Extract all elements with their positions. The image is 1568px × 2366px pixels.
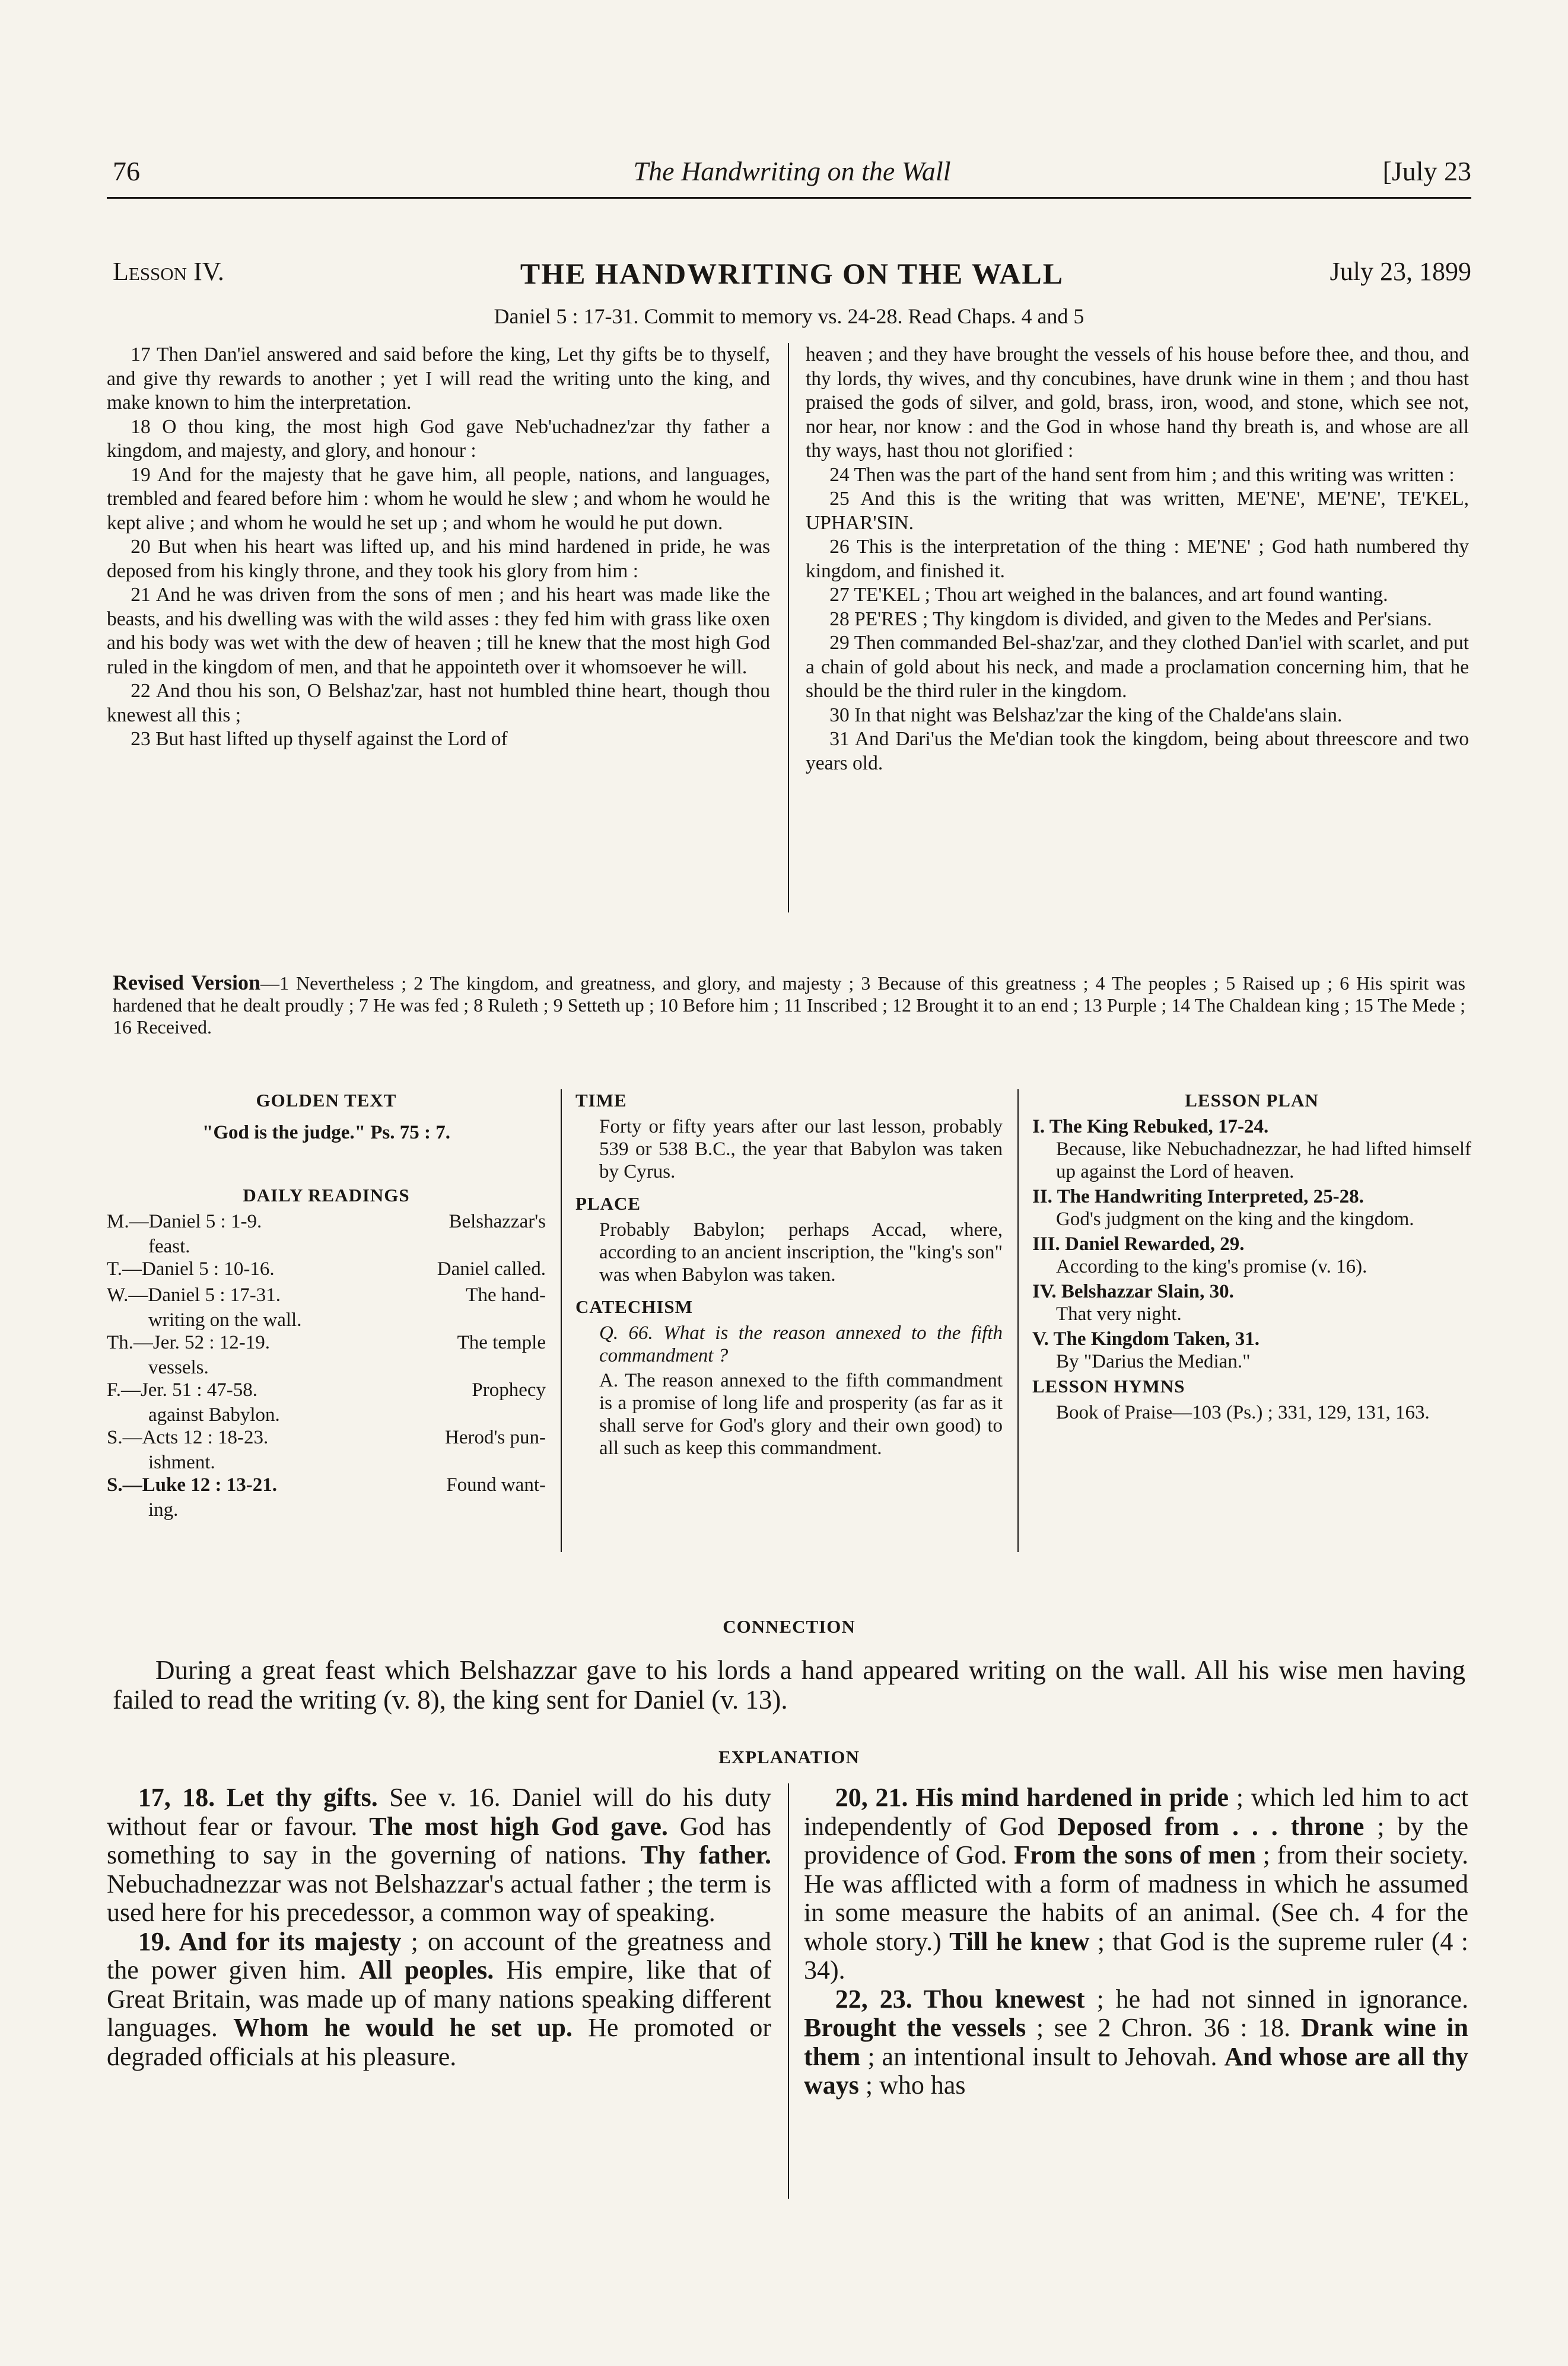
scripture-column-left: [107, 343, 770, 752]
list-item: S.—Luke 12 : 13-21. Found want- ing.: [107, 1474, 546, 1521]
verse: heaven ; and they have brought the vessels of his house before thee, and thou, and thy lords, thy wives, and thy concubines, have drunk wine in them ; and thou hast praised the gods of silver, and gold, brass, iron, wood, and stone, which see not, nor hear, nor know : and the God in whose hand thy breath is, and whose are all thy ways, hast thou not glorified :: [806, 344, 1469, 462]
explanation-column-left: [107, 1783, 771, 2071]
list-item: I. The King Rebuked, 17-24. Because, like Nebuchadnezzar, he had lifted himself up against the Lord of heaven.: [1032, 1116, 1471, 1182]
explanation-paragraph: 20, 21. His mind hardened in pride ; which led him to act independently of God Deposed from . . . throne ; by the providence of God. From the sons of men ; from their society. He was afflicted with a form of madness in which he assumed in some measure the habits of an animal. (See ch. 4 for the whole story.) Till he knew ; that God is the supreme ruler (4 : 34).: [804, 1783, 1469, 1985]
verse: 26 This is the interpretation of the thing : ME'NE' ; God hath numbered thy kingdom, and finished it.: [806, 536, 1469, 582]
verse: 30 In that night was Belshaz'zar the king of the Chalde'ans slain.: [829, 704, 1343, 726]
verse: 17 Then Dan'iel answered and said before the king, Let thy gifts be to thyself, and give thy rewards to another ; yet I will read the writing unto the king, and make known to him the interpretation.: [107, 344, 770, 414]
verse: 20 But when his heart was lifted up, and his mind hardened in pride, he was deposed from his kingly throne, and they took his glory from him :: [107, 536, 770, 582]
list-item: F.—Jer. 51 : 47-58. Prophecy against Babylon.: [107, 1379, 546, 1426]
list-item: T.—Daniel 5 : 10-16. Daniel called.: [107, 1258, 546, 1280]
verse: 23 But hast lifted up thyself against the Lord of: [131, 728, 508, 750]
lesson-aids: [107, 1089, 1471, 1599]
lesson-date: July 23, 1899: [1330, 257, 1471, 286]
list-item: W.—Daniel 5 : 17-31. The hand- writing on the wall.: [107, 1284, 546, 1331]
lesson-title: THE HANDWRITING ON THE WALL: [520, 257, 1064, 290]
catechism-question: Q. 66. What is the reason annexed to the fifth commandment ?: [599, 1322, 1003, 1366]
list-item: Th.—Jer. 52 : 12-19. The temple vessels.: [107, 1332, 546, 1378]
scripture-column-right: [806, 343, 1469, 775]
lesson-number: Lesson IV.: [113, 257, 224, 286]
column-divider: [788, 1783, 789, 2199]
running-head: [113, 155, 1471, 191]
daily-readings-list: [107, 1210, 546, 1521]
explanation-paragraph: 19. And for its majesty ; on account of the greatness and the power given him. All peoples. His empire, like that of Great Britain, was made up of many nations speaking different languages. Whom he would he set up. He promoted or degraded officials at his pleasure.: [107, 1926, 772, 2071]
list-item: M.—Daniel 5 : 1-9. Belshazzar's feast.: [107, 1211, 546, 1257]
golden-text-and-readings: [107, 1089, 546, 1521]
page: [107, 0, 1471, 2366]
header-rule: [107, 197, 1471, 199]
verse: 28 PE'RES ; Thy kingdom is divided, and given to the Medes and Per'sians.: [829, 608, 1432, 630]
list-item: II. The Handwriting Interpreted, 25-28. God's judgment on the king and the kingdom.: [1032, 1186, 1414, 1230]
revised-version-label: Revised Version: [113, 971, 260, 994]
explanation-paragraph: 22, 23. Thou knewest ; he had not sinned in ignorance. Brought the vessels ; see 2 Chron. 36 : 18. Drank wine in them ; an intentional insult to Jehovah. And whose are all thy ways ; who has: [804, 1984, 1469, 2100]
explanation-paragraph: 17, 18. Let thy gifts. See v. 16. Daniel will do his duty without fear or favour. The most high God gave. God has something to say in the governing of nations. Thy father. Nebuchadnezzar was not Belshazzar's actual father ; the term is used here for his precedessor, a common way of speaking.: [107, 1783, 771, 1927]
lesson-hymns-text: Book of Praise—103 (Ps.) ; 331, 129, 131, 163.: [1056, 1402, 1430, 1423]
catechism-heading: CATECHISM: [575, 1296, 693, 1317]
verse: 22 And thou his son, O Belshaz'zar, hast not humbled thine heart, though thou knewest all this ;: [107, 680, 770, 726]
revised-version-notes: [113, 972, 1465, 1038]
place-heading: PLACE: [575, 1193, 641, 1214]
list-item: S.—Acts 12 : 18-23. Herod's pun- ishment.: [107, 1427, 546, 1473]
verse: 29 Then commanded Bel-shaz'zar, and they clothed Dan'iel with scarlet, and put a chain of gold about his neck, and made a proclamation concerning him, that he should be the third ruler in the kingdom.: [806, 632, 1469, 702]
golden-text-heading: GOLDEN TEXT: [256, 1090, 397, 1111]
verse: 31 And Dari'us the Me'dian took the kingdom, being about threescore and two years old.: [806, 728, 1469, 774]
time-place-catechism: [575, 1089, 1003, 1462]
verse: 24 Then was the part of the hand sent from him ; and this writing was written :: [829, 463, 1455, 486]
explanation-column-right: [804, 1783, 1468, 2100]
time-heading: TIME: [575, 1090, 627, 1111]
explanation-section: [107, 1783, 1471, 2211]
verse: 25 And this is the writing that was written, ME'NE', ME'NE', TE'KEL, UPHAR'SIN.: [806, 488, 1469, 534]
lesson-heading: [113, 256, 1471, 292]
revised-version-text: —1 Nevertheless ; 2 The kingdom, and greatness, and glory, and majesty ; 3 Because of this greatness ; 4 The peoples ; 5 Raised up ; 6 His spirit was hardened that he dealt proudly ; 7 He was fed ; 8 Ruleth ; 9 Setteth up ; 10 Before him ; 11 Inscribed ; 12 Brought it to an end ; 13 Purple ; 14 The Chaldean king ; 15 The Mede ; 16 Received.: [113, 972, 1465, 1038]
golden-text: "God is the judge." Ps. 75 : 7.: [202, 1122, 450, 1143]
verse: 18 O thou king, the most high God gave Neb'uchadnez'zar thy father a kingdom, and majesty, and glory, and honour :: [107, 415, 770, 462]
daily-readings-heading: DAILY READINGS: [243, 1185, 410, 1206]
scripture-passage: [107, 343, 1471, 960]
verse: 21 And he was driven from the sons of men ; and his heart was made like the beasts, and his dwelling was with the wild asses : they fed him with grass like oxen and his body was wet with the dew of heaven ; till he knew that the most high God ruled in the kingdom of men, and that he appointeth over it whomsoever he will.: [107, 584, 770, 678]
lesson-plan-heading: LESSON PLAN: [1185, 1090, 1319, 1111]
explanation-heading: EXPLANATION: [718, 1747, 860, 1767]
column-divider: [788, 343, 789, 912]
list-item: IV. Belshazzar Slain, 30. That very night.: [1032, 1281, 1234, 1325]
page-number: 76: [113, 156, 140, 186]
connection-text: During a great feast which Belshazzar gave to his lords a hand appeared writing on the wall. All his wise men having failed to read the writing (v. 8), the king sent for Daniel (v. 13).: [113, 1655, 1465, 1715]
lesson-hymns-heading: LESSON HYMNS: [1032, 1376, 1185, 1397]
time-text: Forty or fifty years after our last lesson, probably 539 or 538 B.C., the year that Babylon was taken by Cyrus.: [599, 1116, 1003, 1182]
verse: 27 TE'KEL ; Thou art weighed in the balances, and art found wanting.: [829, 584, 1388, 606]
connection-heading: CONNECTION: [723, 1616, 855, 1637]
catechism-answer: A. The reason annexed to the fifth commandment is a promise of long life and prosperity (as far as it shall serve for God's glory and their own good) to all such as keep this commandment.: [599, 1370, 1003, 1459]
lesson-plan: [1032, 1089, 1471, 1426]
running-title: The Handwriting on the Wall: [633, 156, 951, 186]
place-text: Probably Babylon; perhaps Accad, where, according to an ancient inscription, the "king's son" was when Babylon was taken.: [599, 1219, 1003, 1286]
scripture-reference: Daniel 5 : 17-31. Commit to memory vs. 24-28. Read Chaps. 4 and 5: [494, 304, 1084, 328]
running-date: [July 23: [1382, 156, 1471, 186]
list-item: III. Daniel Rewarded, 29. According to the king's promise (v. 16).: [1032, 1233, 1367, 1277]
column-divider: [561, 1089, 562, 1552]
verse: 19 And for the majesty that he gave him, all people, nations, and languages, trembled and feared before him : whom he would he slew ; and whom he would he kept alive ; and whom he would he set up ; and whom he would he put down.: [107, 463, 770, 534]
list-item: V. The Kingdom Taken, 31. By "Darius the Median.": [1032, 1328, 1260, 1372]
connection-section: [113, 1655, 1465, 1715]
column-divider: [1017, 1089, 1019, 1552]
